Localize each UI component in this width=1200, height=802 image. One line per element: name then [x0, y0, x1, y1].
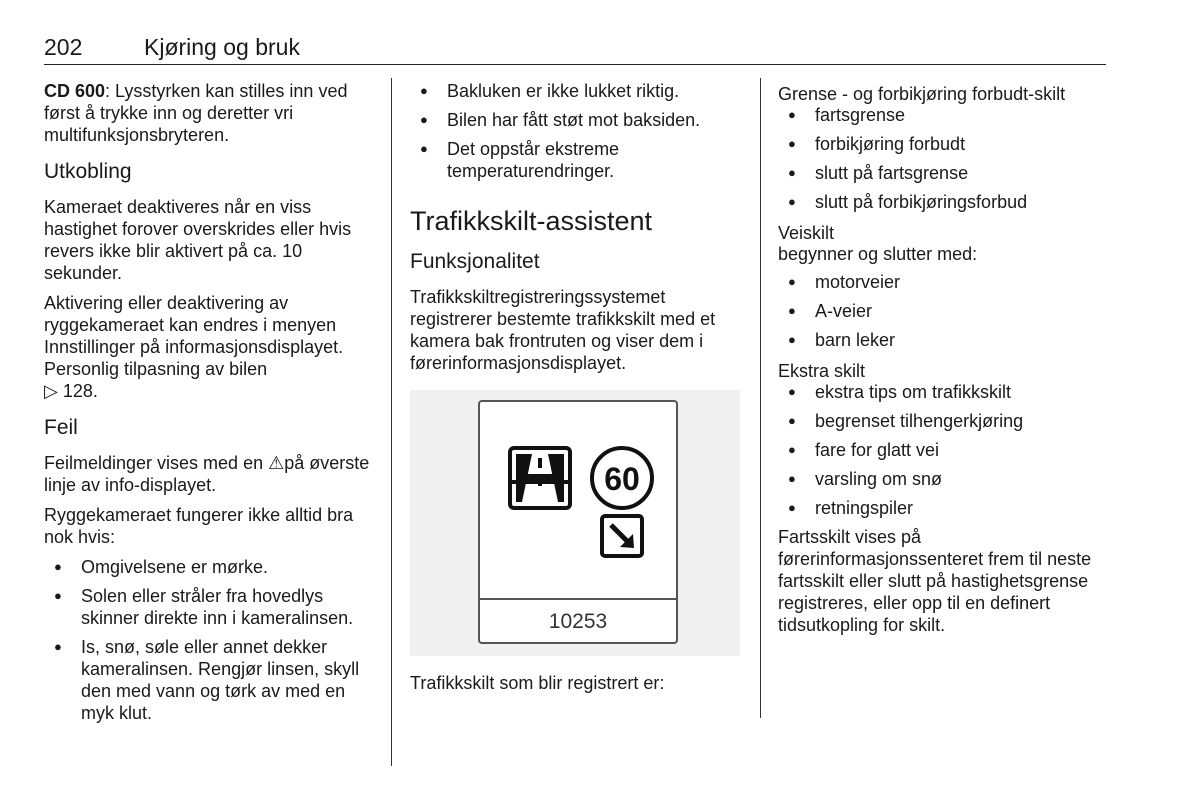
column-left [44, 80, 374, 731]
odometer-bar [480, 598, 676, 642]
list-item: ● Omgivelsene er mørke. [44, 556, 374, 578]
sign-graphics [480, 402, 676, 598]
utkobling-paragraph-1: Kameraet deaktiveres når en viss hastighet forover overskrides eller hvis revers ikke blir aktivert på ca. 10 sekunder. [44, 197, 352, 283]
list-item: ● Bakluken er ikke lukket riktig. [410, 80, 746, 102]
column-middle [410, 80, 746, 702]
page-reference-number: 128. [62, 381, 98, 401]
warning-triangle-icon: ⚠ [268, 453, 285, 473]
traffic-sign-figure [410, 390, 740, 656]
feil-paragraph-1 [44, 452, 374, 496]
sign-list [778, 104, 1113, 213]
list-item: ● Solen eller stråler fra hovedlys skinner direkte inn i kameralinsen. [44, 585, 374, 629]
motorway-sign-icon [510, 448, 570, 508]
direction-arrow-sign-icon [602, 516, 642, 556]
utkobling-heading: Utkobling [44, 160, 132, 183]
list-item: ● varsling om snø [778, 468, 1113, 490]
group-title: Grense - og forbikjøring forbudt-skilt [778, 84, 1066, 104]
list-item: ● fare for glatt vei [778, 439, 1113, 461]
cd600-text: : Lysstyrken kan stilles inn ved først å trykke inn og deretter vri multifunksjonsbryteren. [44, 81, 348, 145]
list-item: ● slutt på fartsgrense [778, 162, 1113, 184]
continued-bullet-list [410, 80, 746, 182]
list-item: ● slutt på forbikjøringsforbud [778, 191, 1113, 213]
list-item: ● fartsgrense [778, 104, 1113, 126]
list-item: ● Is, snø, søle eller annet dekker kameralinsen. Rengjør linsen, skyll den med vann og tørk av med en myk klut. [44, 636, 374, 724]
list-item: ● begrenset tilhengerkjøring [778, 410, 1113, 432]
list-item: ● ekstra tips om trafikkskilt [778, 381, 1113, 403]
list-item: ● motorveier [778, 271, 1113, 293]
utkobling-paragraph-2 [44, 292, 374, 402]
speed-value: 60 [604, 461, 640, 497]
sub-heading: Funksjonalitet [410, 250, 540, 273]
sign-list [778, 381, 1113, 519]
group-title: Veiskilt [778, 223, 835, 243]
feil-text-a: Feilmeldinger vises med en [44, 453, 264, 473]
list-item: ● barn leker [778, 329, 1113, 351]
utkobling-text: Aktivering eller deaktivering av ryggekameraet kan endres i menyen Innstillinger på informasjonsdisplayet. Personlig tilpasning av bilen [44, 293, 344, 379]
list-item: ● retningspiler [778, 497, 1113, 519]
speed-limit-sign-icon [592, 448, 652, 508]
list-item: ● Det oppstår ekstreme temperaturendringer. [410, 138, 746, 182]
closing-paragraph: Fartsskilt vises på førerinformasjonssenteret frem til neste fartsskilt eller slutt på hastighetsgrense registreres, eller opp til en definert tidsutkopling for skilt. [778, 527, 1092, 635]
feil-heading: Feil [44, 416, 78, 439]
odometer-value: 10253 [548, 610, 608, 633]
cd600-paragraph [44, 80, 374, 146]
list-item: ● forbikjøring forbudt [778, 133, 1113, 155]
list-item: ● Bilen har fått støt mot baksiden. [410, 109, 746, 131]
group-title: Ekstra skilt [778, 361, 866, 381]
feil-text-b: på øverste linje av info-displayet. [44, 453, 370, 495]
column-right [778, 80, 1113, 644]
cd600-label: CD 600 [44, 81, 106, 101]
page-number: 202 [44, 34, 83, 60]
main-heading: Trafikkskilt-assistent [410, 206, 653, 236]
column-divider [391, 78, 392, 766]
feil-bullet-list [44, 556, 374, 724]
driver-info-display [478, 400, 678, 644]
page-reference[interactable] [44, 381, 98, 401]
arrow-reference-icon: ▷ [44, 381, 63, 401]
column-divider [760, 78, 761, 718]
list-item: ● A-veier [778, 300, 1113, 322]
sign-list [778, 271, 1113, 351]
section-title: Kjøring og bruk [144, 34, 300, 60]
figure-caption: Trafikkskilt som blir registrert er: [410, 673, 665, 693]
group-intro: begynner og slutter med: [778, 244, 978, 264]
feil-paragraph-2: Ryggekameraet fungerer ikke alltid bra nok hvis: [44, 505, 354, 547]
page-header [44, 34, 1106, 65]
intro-paragraph: Trafikkskiltregistreringssystemet registrerer bestemte trafikkskilt med et kamera bak frontruten og viser dem i førerinformasjonsdisplayet. [410, 287, 716, 373]
